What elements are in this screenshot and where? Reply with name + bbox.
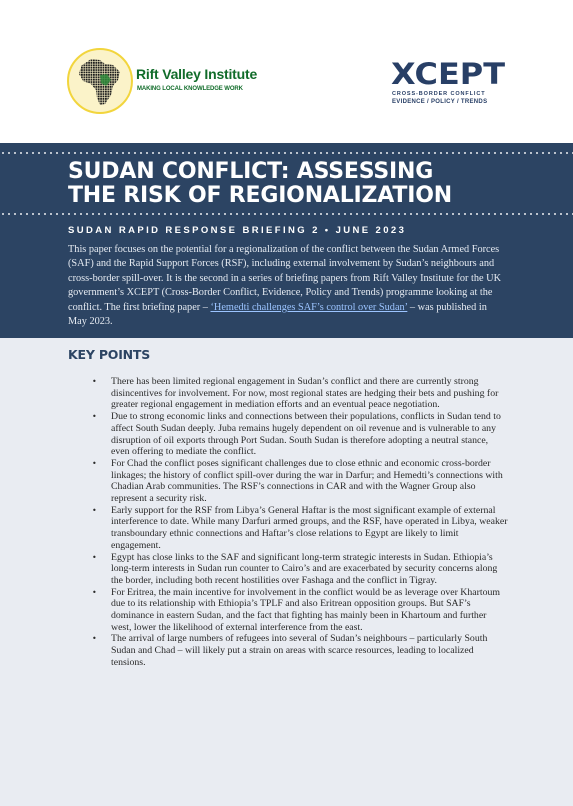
- bullet-icon: •: [92, 505, 97, 515]
- rvi-tagline: MAKING LOCAL KNOWLEDGE WORK: [137, 86, 243, 92]
- bullet-icon: •: [92, 412, 97, 422]
- title-line-1: SUDAN CONFLICT: ASSESSING: [68, 159, 434, 184]
- list-item: [92, 505, 508, 552]
- africa-map-icon: [67, 48, 133, 114]
- dotted-rule-bottom: [0, 213, 573, 215]
- intro-text: This paper focuses on the potential for a regionalization of the conflict between the Sudan Armed Forces (SAF) and the Rapid Support Forces (RSF), including external involvement by Sudan’s neighbours and cross-border spill-over. It is the second in a series of briefing papers from Rift Valley Institute for the UK government’s XCEPT (Cross-Border Conflict, Evidence, Policy and Trends) programme looking at the conflict. The first briefing paper –: [68, 244, 502, 313]
- key-point-text: The arrival of large numbers of refugees into several of Sudan’s neighbours – particularly South Sudan and Chad – will likely put a strain on areas with scarce resources, leading to localized tensions.: [111, 633, 488, 668]
- key-point-text: Due to strong economic links and connections between their populations, conflicts in Sudan tend to affect South Sudan deeply. Juba remains hugely dependent on oil revenue and is vulnerable to any disruption of oil exports through Port Sudan. South Sudan is therefore adopting a neutral stance, even offering to mediate the conflict.: [111, 411, 501, 458]
- key-point-text: There has been limited regional engagement in Sudan’s conflict and there are currently strong disincentives for involvement. For now, most regional states are hedging their bets and pushing for greater regional engagement in mediation efforts and an eventual peace negotiation.: [111, 376, 499, 411]
- list-item: [92, 458, 508, 505]
- xcept-tagline-1: CROSS-BORDER CONFLICT: [392, 91, 486, 97]
- list-item: [92, 411, 508, 458]
- title-line-2: THE RISK OF REGIONALIZATION: [68, 183, 452, 208]
- africa-map-graphic: [69, 50, 131, 112]
- bullet-icon: •: [92, 552, 97, 562]
- xcept-logo: [391, 57, 507, 87]
- logo-header: [0, 0, 573, 143]
- key-points-list: [92, 376, 508, 669]
- bullet-icon: •: [92, 587, 97, 597]
- bullet-icon: •: [92, 634, 97, 644]
- intro-tail: – was published in May 2023.: [68, 301, 487, 328]
- key-points-heading: KEY POINTS: [68, 347, 151, 362]
- key-point-text: Early support for the RSF from Libya’s General Haftar is the most significant example of external interference to date. While many Darfuri armed groups, and the RSF, have operated in Libya, weaker transboundary ethnic connections and Haftar’s close relations to Egypt are likely to limit engagement.: [111, 504, 508, 551]
- list-item: [92, 552, 508, 587]
- xcept-wordmark: XCEPT: [391, 57, 506, 87]
- bullet-icon: •: [92, 377, 97, 386]
- first-briefing-link[interactable]: ‘Hemedti challenges SAF’s control over Sudan’: [210, 301, 408, 313]
- key-point-text: For Chad the conflict poses significant challenges due to close ethnic and economic cross-border linkages; the history of conflict spill-over during the war in Darfur; and Hemedti’s connections with Chadian Arab communities. The RSF’s connections in CAR and with the Wagner Group also represent a security risk.: [111, 457, 503, 505]
- dotted-rule-top: [0, 152, 573, 154]
- key-point-text: Egypt has close links to the SAF and significant long-term strategic interests in Sudan. Ethiopia’s long-term interests in Sudan run counter to Cairo’s and are exacerbated by security concerns along the border, including both recent hostilities over Fashaga and the conflict in Tigray.: [111, 551, 498, 586]
- bullet-icon: •: [92, 458, 97, 468]
- intro-paragraph: [68, 243, 508, 329]
- list-item: [92, 633, 508, 668]
- key-point-text: For Eritrea, the main incentive for involvement in the conflict would be as leverage over Khartoum due to its relationship with Ethiopia’s TPLF and also Eritrean opposition groups. But SAF’s dominance in eastern Sudan, and the fact that fighting has mainly been in Khartoum and further west, lower the likelihood of external interference from the east.: [111, 586, 501, 633]
- xcept-tagline-2: EVIDENCE / POLICY / TRENDS: [392, 99, 488, 105]
- list-item: [92, 587, 508, 634]
- page-title: [68, 160, 452, 208]
- list-item: [92, 376, 508, 411]
- briefing-subtitle: SUDAN RAPID RESPONSE BRIEFING 2 • JUNE 2023: [68, 225, 407, 236]
- rvi-name: Rift Valley Institute: [136, 66, 258, 82]
